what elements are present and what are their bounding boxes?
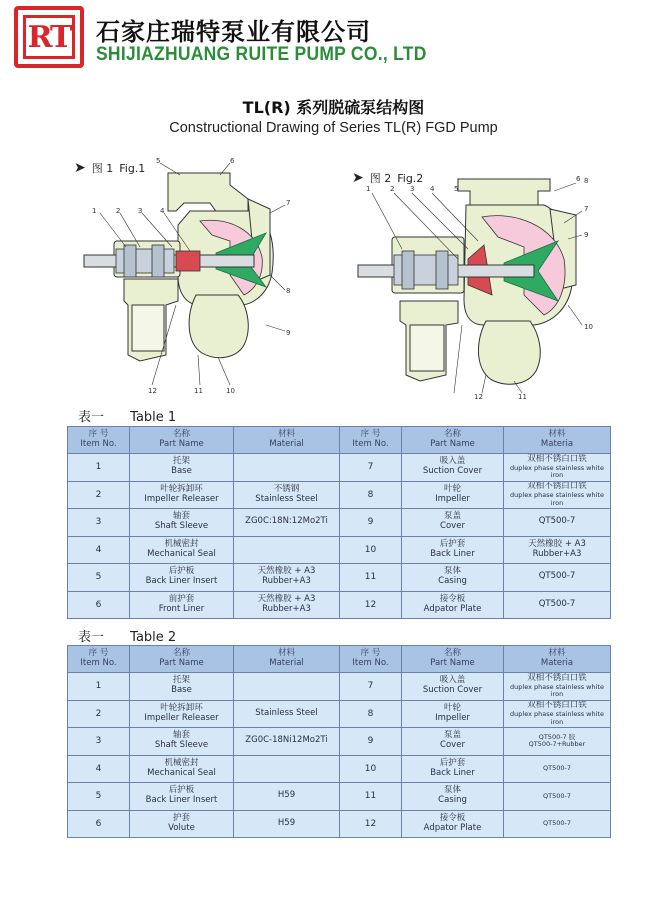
part-name-cell: 叶轮拆卸环 Impeller Releaser (130, 481, 234, 509)
item-no-cell: 12 (340, 591, 402, 619)
fig2-callout-8: 8 (584, 177, 589, 185)
fig1-seal (176, 251, 200, 271)
part-name-cell: 泵盖 Cover (402, 728, 504, 756)
figure-1-pump-drawing (80, 155, 320, 400)
item-no-cell: 3 (68, 728, 130, 756)
item-no-cell: 4 (68, 755, 130, 783)
material-cell: QT500-7 胶 QT500-7+Rubber (504, 728, 611, 756)
material-cell: 天然橡胶 + A3 Rubber+A3 (504, 536, 611, 564)
fig1-callout-1: 1 (92, 207, 97, 215)
fig1-callout-11: 11 (194, 387, 203, 395)
material-cell (234, 673, 340, 701)
material-cell: 天然橡胶 + A3 Rubber+A3 (234, 564, 340, 592)
table-row (68, 728, 611, 756)
item-no-cell: 7 (340, 454, 402, 482)
part-name-cell: 吸入盖 Suction Cover (402, 673, 504, 701)
fig1-callout-7: 7 (286, 199, 291, 207)
table-row (68, 509, 611, 537)
part-name-cell: 后护板 Back Liner Insert (130, 783, 234, 811)
table-row (68, 481, 611, 509)
part-name-cell: 机械密封 Mechanical Seal (130, 755, 234, 783)
item-no-cell: 6 (68, 810, 130, 838)
company-name-cn: 石家庄瑞特泵业有限公司 (96, 18, 371, 46)
part-name-cell: 接令板 Adpator Plate (402, 591, 504, 619)
header-material: 材料 Material (234, 646, 340, 673)
part-name-cell: 接令板 Adpator Plate (402, 810, 504, 838)
fig2-callout-7: 7 (584, 205, 589, 213)
table-row (68, 454, 611, 482)
part-name-cell: 叶轮 Impeller (402, 700, 504, 728)
fig1-callout-9: 9 (286, 329, 291, 337)
part-name-cell: 叶轮拆卸环 Impeller Releaser (130, 700, 234, 728)
table-row (68, 783, 611, 811)
fig2-callout-3: 3 (410, 185, 415, 193)
header-part-name: 名称 Part Name (402, 427, 504, 454)
material-cell: H59 (234, 810, 340, 838)
header-part-name: 名称 Part Name (130, 646, 234, 673)
fig1-callout-2: 2 (116, 207, 121, 215)
part-name-cell: 泵盖 Cover (402, 509, 504, 537)
fig1-callout-12: 12 (148, 387, 157, 395)
table-row (68, 564, 611, 592)
pointer-arrow-icon: ➤ (352, 170, 364, 186)
fig2-callout-10: 10 (584, 323, 593, 331)
table-header-row (68, 646, 611, 673)
table-2-caption-cn: 表一 (78, 630, 105, 645)
material-cell: QT500-7 (504, 564, 611, 592)
material-cell: QT500-7 (504, 591, 611, 619)
table-row (68, 810, 611, 838)
figure-1-label-en: Fig.1 (119, 161, 146, 175)
part-name-cell: 泵体 Casing (402, 783, 504, 811)
table-row (68, 673, 611, 701)
page-title-en: Constructional Drawing of Series TL(R) FGD Pump (169, 120, 498, 136)
header-item-no: 序 号 Item No. (68, 646, 130, 673)
parts-table-2 (67, 645, 611, 838)
table-1-caption-en: Table 1 (130, 410, 177, 425)
logo-text: RT (27, 19, 71, 55)
header-material: 材料 Materia (504, 646, 611, 673)
part-name-cell: 后护板 Back Liner Insert (130, 564, 234, 592)
figure-2-label-cn: 图 2 (369, 172, 392, 185)
table-1-caption (78, 406, 198, 425)
table-row (68, 755, 611, 783)
material-cell (234, 454, 340, 482)
fig2-callout-4: 4 (430, 185, 435, 193)
item-no-cell: 9 (340, 509, 402, 537)
header-item-no: 序 号 Item No. (68, 427, 130, 454)
figure-2-label-en: Fig.2 (397, 171, 424, 185)
table-row (68, 700, 611, 728)
item-no-cell: 1 (68, 673, 130, 701)
part-name-cell: 后护套 Back Liner (402, 755, 504, 783)
company-name-en: SHIJIAZHUANG RUITE PUMP CO., LTD (96, 44, 427, 65)
page-title-cn: TL(R) 系列脱硫泵结构图 (242, 98, 425, 117)
item-no-cell: 11 (340, 564, 402, 592)
material-cell: QT500-7 (504, 810, 611, 838)
item-no-cell: 9 (340, 728, 402, 756)
fig2-callout-1: 1 (366, 185, 371, 193)
material-cell: QT500-7 (504, 755, 611, 783)
item-no-cell: 3 (68, 509, 130, 537)
table-row (68, 591, 611, 619)
material-cell: 双相不锈白口铁 duplex phase stainless white iron (504, 700, 611, 728)
item-no-cell: 10 (340, 755, 402, 783)
part-name-cell: 托架 Base (130, 673, 234, 701)
material-cell: H59 (234, 783, 340, 811)
header-part-name: 名称 Part Name (402, 646, 504, 673)
header-material: 材料 Material (234, 427, 340, 454)
company-logo (14, 6, 84, 68)
table-2-caption (78, 626, 198, 645)
item-no-cell: 2 (68, 481, 130, 509)
material-cell: ZG0C:18N:12Mo2Ti (234, 509, 340, 537)
part-name-cell: 叶轮 Impeller (402, 481, 504, 509)
material-cell: Stainless Steel (234, 700, 340, 728)
fig1-callout-3: 3 (138, 207, 143, 215)
header-part-name: 名称 Part Name (130, 427, 234, 454)
material-cell: 天然橡胶 + A3 Rubber+A3 (234, 591, 340, 619)
header-material: 材料 Materia (504, 427, 611, 454)
item-no-cell: 5 (68, 783, 130, 811)
item-no-cell: 6 (68, 591, 130, 619)
table-row (68, 536, 611, 564)
part-name-cell: 护套 Volute (130, 810, 234, 838)
fig2-callout-6: 6 (576, 175, 581, 183)
pointer-arrow-icon: ➤ (74, 160, 86, 176)
part-name-cell: 轴套 Shaft Sleeve (130, 509, 234, 537)
material-cell (234, 755, 340, 783)
table-header-row (68, 427, 611, 454)
fig1-callout-5: 5 (156, 157, 161, 165)
table-1-caption-cn: 表一 (78, 410, 105, 425)
fig2-callout-12: 12 (474, 393, 483, 400)
item-no-cell: 7 (340, 673, 402, 701)
item-no-cell: 1 (68, 454, 130, 482)
item-no-cell: 8 (340, 700, 402, 728)
fig2-callout-11: 11 (518, 393, 527, 400)
item-no-cell: 10 (340, 536, 402, 564)
table-2-caption-en: Table 2 (130, 630, 177, 645)
item-no-cell: 2 (68, 700, 130, 728)
material-cell: 双相不锈白口铁 duplex phase stainless white iron (504, 673, 611, 701)
header-item-no: 序 号 Item No. (340, 427, 402, 454)
part-name-cell: 前护套 Front Liner (130, 591, 234, 619)
fig1-callout-10: 10 (226, 387, 235, 395)
fig1-callout-4: 4 (160, 207, 165, 215)
material-cell: QT500-7 (504, 783, 611, 811)
part-name-cell: 机械密封 Mechanical Seal (130, 536, 234, 564)
fig1-callout-8: 8 (286, 287, 291, 295)
fig1-callout-6: 6 (230, 157, 235, 165)
fig2-callout-5: 5 (454, 185, 459, 193)
item-no-cell: 4 (68, 536, 130, 564)
fig2-callout-9: 9 (584, 231, 589, 239)
item-no-cell: 8 (340, 481, 402, 509)
header-item-no: 序 号 Item No. (340, 646, 402, 673)
fig2-callout-2: 2 (390, 185, 395, 193)
material-cell: 双相不锈白口铁 duplex phase stainless white iron (504, 454, 611, 482)
part-name-cell: 后护套 Back Liner (402, 536, 504, 564)
item-no-cell: 5 (68, 564, 130, 592)
material-cell: ZG0C-18Ni12Mo2Ti (234, 728, 340, 756)
material-cell: QT500-7 (504, 509, 611, 537)
figure-1-label-cn: 图 1 (91, 162, 114, 175)
figure-2-pump-drawing (354, 175, 614, 400)
item-no-cell: 12 (340, 810, 402, 838)
material-cell: 不锈钢 Stainless Steel (234, 481, 340, 509)
item-no-cell: 11 (340, 783, 402, 811)
part-name-cell: 泵体 Casing (402, 564, 504, 592)
part-name-cell: 托架 Base (130, 454, 234, 482)
part-name-cell: 吸入盖 Suction Cover (402, 454, 504, 482)
material-cell (234, 536, 340, 564)
part-name-cell: 轴套 Shaft Sleeve (130, 728, 234, 756)
material-cell: 双相不锈白口铁 duplex phase stainless white iron (504, 481, 611, 509)
parts-table-1 (67, 426, 611, 619)
